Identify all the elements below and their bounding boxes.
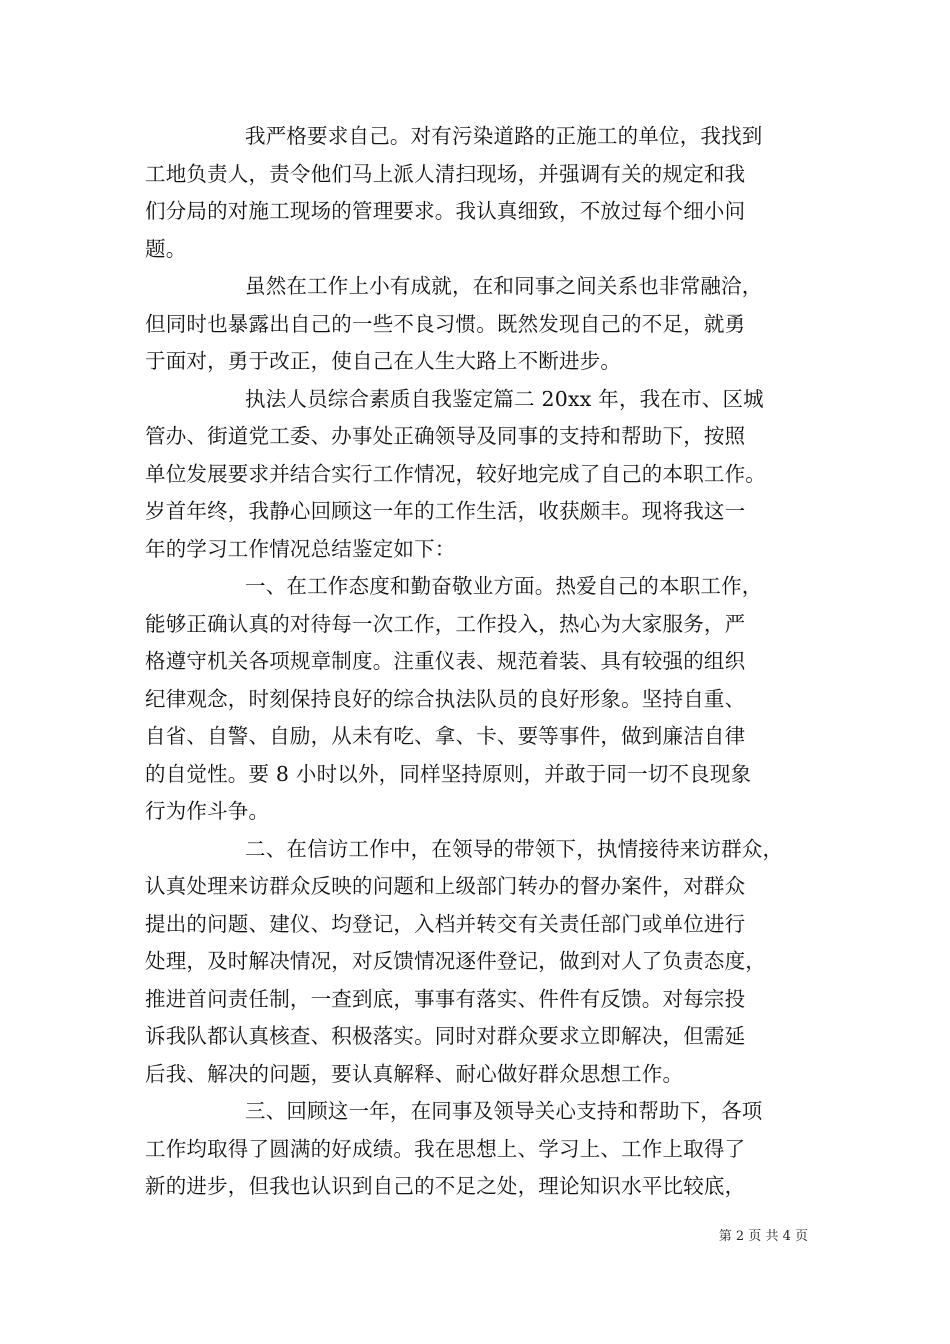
text-line: 管办、街道党工委、办事处正确领导及同事的支持和帮助下，按照 [145,424,746,448]
page-number-footer: 第 2 页 共 4 页 [718,1229,808,1244]
text-line: 自省、自警、自励，从未有吃、拿、卡、要等事件，做到廉洁自律 [145,724,746,748]
text-line: 新的进步，但我也认识到自己的不足之处，理论知识水平比较底， [145,1174,746,1198]
text-line: 推进首问责任制，一查到底，事事有落实、件件有反馈。对每宗投 [145,986,746,1011]
text-line: 三、回顾这一年，在同事及领导关心支持和帮助下，各项 [245,1099,763,1123]
text-line: 认真处理来访群众反映的问题和上级部门转办的督办案件，对群众 [145,874,746,898]
document-body [145,118,810,1206]
text-line: 岁首年终，我静心回顾这一年的工作生活，收获颇丰。现将我这一 [145,499,746,523]
text-line: 处理，及时解决情况，对反馈情况逐件登记，做到对人了负责态度， [145,949,766,973]
text-line: 格遵守机关各项规章制度。注重仪表、规范着装、具有较强的组织 [145,649,746,673]
text-line: 提出的问题、建仪、均登记，入档并转交有关责任部门或单位进行 [145,911,746,936]
text-line: 后我、解决的问题，要认真解释、耐心做好群众思想工作。 [145,1061,684,1086]
text-line: 行为作斗争。 [145,799,270,823]
text-line: 于面对，勇于改正，使自己在人生大路上不断进步。 [145,349,622,373]
text-line: 二、在信访工作中，在领导的带领下，执情接待来访群众， [245,836,784,861]
text-line: 的自觉性。要 8 小时以外，同样坚持原则，并敢于同一切不良现象 [145,761,752,786]
text-line: 能够正确认真的对待每一次工作，工作投入，热心为大家服务，严 [145,611,746,636]
text-line: 虽然在工作上小有成就，在和同事之间关系也非常融洽， [245,274,763,298]
text-line: 但同时也暴露出自己的一些不良习惯。既然发现自己的不足，就勇 [145,311,746,336]
text-line: 工地负责人，责令他们马上派人清扫现场，并强调有关的规定和我 [145,161,746,186]
text-line: 题。 [145,236,187,261]
text-line: 纪律观念，时刻保持良好的综合执法队员的良好形象。坚持自重、 [145,686,746,711]
text-line: 工作均取得了圆满的好成绩。我在思想上、学习上、工作上取得了 [145,1136,746,1161]
text-line: 单位发展要求并结合实行工作情况，较好地完成了自己的本职工作。 [145,461,766,486]
text-line: 诉我队都认真核查、积极落实。同时对群众要求立即解决，但需延 [145,1024,746,1048]
text-line: 执法人员综合素质自我鉴定篇二 20xx 年，我在市、区城 [245,386,764,411]
text-line: 年的学习工作情况总结鉴定如下： [145,536,456,561]
text-line: 一、在工作态度和勤奋敬业方面。热爱自己的本职工作， [245,574,763,598]
text-line: 们分局的对施工现场的管理要求。我认真细致，不放过每个细小问 [145,199,746,223]
text-line: 我严格要求自己。对有污染道路的正施工的单位，我找到 [245,124,763,148]
